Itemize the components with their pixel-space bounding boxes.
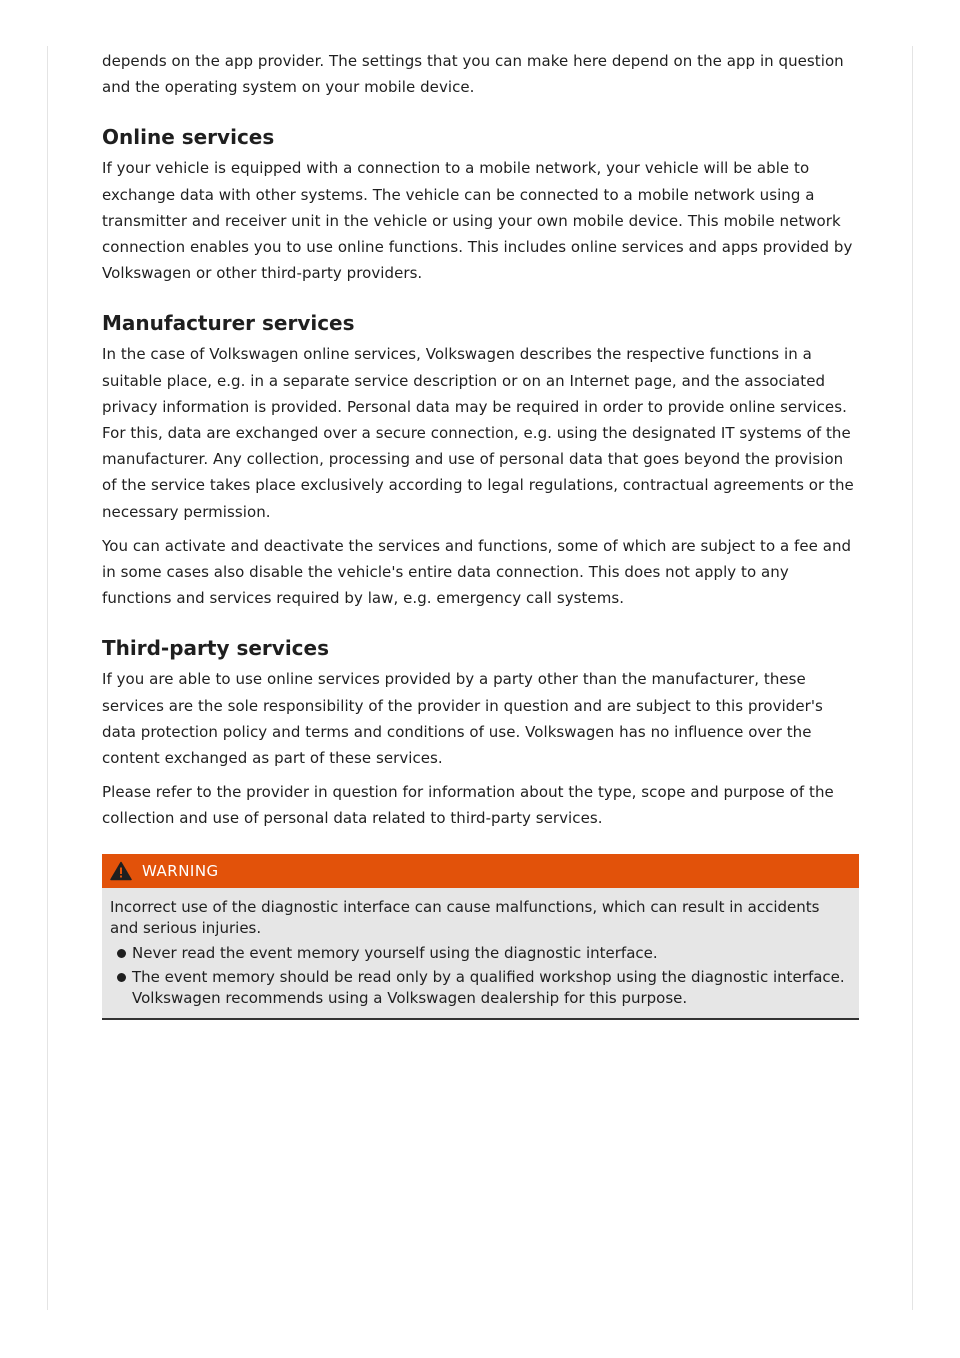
section-paragraph: In the case of Volkswagen online services, Volkswagen describes the respective functions in a suitable place, e.g. in a separate service description or on an Internet page, and the associated privacy information is provided. Personal data may be required in order to provide online services. For this, data are exchanged over a secure connection, e.g. using the designated IT systems of the manufacturer. Any collection, processing and use of personal data that goes beyond the provision of the service takes place exclusively according to legal regulations, contractual agreements or the necessary permission. [102, 345, 854, 521]
warning-label: WARNING [142, 861, 219, 880]
warning-triangle-icon [110, 861, 132, 881]
section-manufacturer-services [102, 309, 860, 611]
page-frame-left [47, 46, 48, 1310]
section-heading: Manufacturer services [102, 311, 355, 336]
section-heading: Online services [102, 125, 275, 150]
warning-box [102, 854, 859, 1020]
warning-header [102, 854, 859, 888]
section-paragraph: If your vehicle is equipped with a connection to a mobile network, your vehicle will be able to exchange data with other systems. The vehicle can be connected to a mobile network using a transmitter and receiver unit in the vehicle or using your own mobile device. This mobile network connection enables you to use online functions. This includes online services and apps provided by Volkswagen or other third-party providers. [102, 159, 853, 283]
intro-paragraph: depends on the app provider. The settings that you can make here depend on the app in question and the operating system on your mobile device. [102, 52, 844, 97]
warning-list-item: Never read the event memory yourself using the diagnostic interface. [110, 943, 851, 964]
warning-text: Incorrect use of the diagnostic interface can cause malfunctions, which can result in accidents and serious injuries. [110, 897, 820, 937]
section-paragraph: If you are able to use online services provided by a party other than the manufacturer, these services are the sole responsibility of the provider in question and are subject to this provider's data protection policy and terms and conditions of use. Volkswagen has no influence over the content exchanged as part of these services. [102, 670, 823, 768]
section-paragraph: Please refer to the provider in question for information about the type, scope and purpose of the collection and use of personal data related to third-party services. [102, 783, 834, 828]
warning-list [110, 943, 851, 1009]
section-paragraph: You can activate and deactivate the services and functions, some of which are subject to a fee and in some cases also disable the vehicle's entire data connection. This does not apply to any functions and services required by law, e.g. emergency call systems. [102, 536, 852, 608]
section-online-services [102, 123, 860, 286]
document-content [102, 48, 860, 1020]
section-third-party-services [102, 634, 860, 831]
warning-body [102, 888, 859, 1018]
page-frame-right [912, 46, 913, 1310]
warning-list-item: The event memory should be read only by a qualified workshop using the diagnostic interface. Volkswagen recommends using a Volkswagen dealership for this purpose. [110, 967, 851, 1009]
section-heading: Third-party services [102, 636, 330, 661]
